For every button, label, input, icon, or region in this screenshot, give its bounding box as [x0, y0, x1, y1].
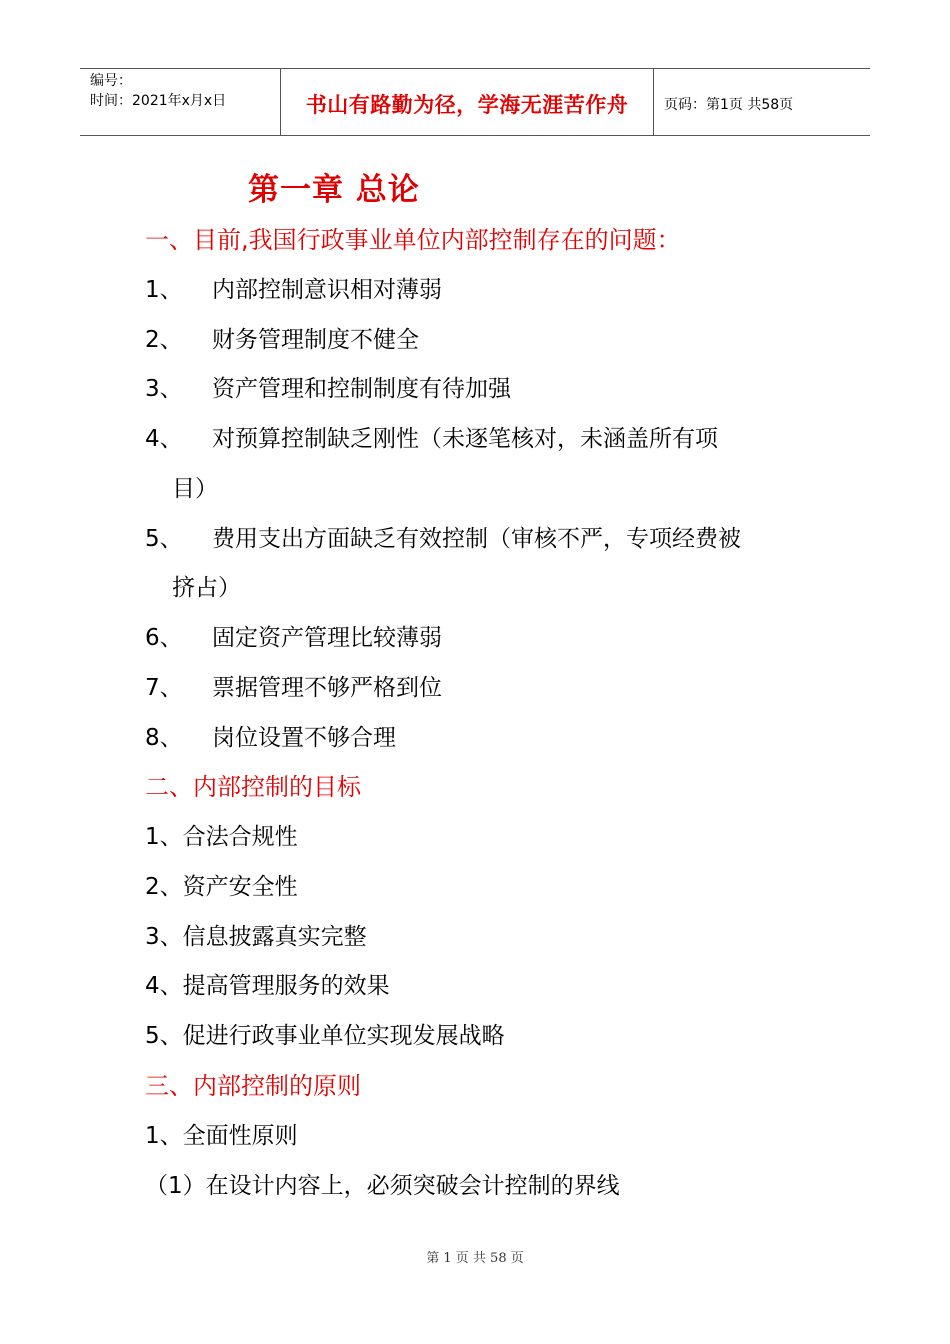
item-text: 对预算控制缺乏刚性（未逐笔核对，未涵盖所有项 [212, 426, 718, 452]
number-label: 编号： [90, 73, 132, 89]
list-item: 3、信息披露真实完整 [145, 924, 367, 950]
header-page-cell [654, 69, 870, 135]
document-header [80, 68, 870, 136]
item-continuation: 目） [172, 476, 218, 502]
section-3-title: 三、内部控制的原则 [145, 1072, 361, 1100]
item-number: 3、 [145, 376, 183, 402]
item-number: 2、 [145, 327, 183, 353]
list-item: 2、资产安全性 [145, 874, 298, 900]
item-text: 财务管理制度不健全 [212, 327, 419, 353]
item-text: 票据管理不够严格到位 [212, 675, 442, 701]
section-1-title: 一、目前,我国行政事业单位内部控制存在的问题： [145, 226, 681, 254]
item-number: 6、 [145, 625, 183, 651]
item-text: 固定资产管理比较薄弱 [212, 625, 442, 651]
item-number: 7、 [145, 675, 183, 701]
list-item [145, 619, 442, 652]
footer-page-number: 第 1 页 共 58 页 [426, 1251, 524, 1266]
item-text: 费用支出方面缺乏有效控制（审核不严，专项经费被 [212, 526, 741, 552]
item-number: 5、 [145, 526, 183, 552]
list-item [145, 669, 442, 702]
list-item [145, 370, 511, 403]
header-meta-cell [80, 69, 281, 135]
time-label: 时间：2021年x月x日 [90, 93, 227, 109]
list-item: （1）在设计内容上，必须突破会计控制的界线 [145, 1173, 620, 1199]
item-text: 岗位设置不够合理 [212, 725, 396, 751]
list-item [145, 520, 741, 553]
list-item [145, 321, 419, 354]
list-item [145, 420, 718, 453]
page-info: 页码：第1页 共58页 [664, 97, 794, 113]
header-motto-cell [281, 69, 654, 135]
item-text: 内部控制意识相对薄弱 [212, 277, 442, 303]
list-item [145, 271, 442, 304]
item-text: 资产管理和控制制度有待加强 [212, 376, 511, 402]
item-number: 1、 [145, 277, 183, 303]
page-footer [0, 1247, 950, 1266]
list-item: 1、合法合规性 [145, 824, 298, 850]
list-item: 5、促进行政事业单位实现发展战略 [145, 1023, 505, 1049]
section-2-title: 二、内部控制的目标 [145, 773, 361, 801]
item-number: 4、 [145, 426, 183, 452]
list-item: 1、全面性原则 [145, 1123, 298, 1149]
chapter-title: 第一章 总论 [248, 172, 420, 208]
item-continuation: 挤占） [172, 575, 241, 601]
list-item [145, 719, 396, 752]
item-number: 8、 [145, 725, 183, 751]
motto-text: 书山有路勤为径，学海无涯苦作舟 [305, 93, 629, 117]
list-item: 4、提高管理服务的效果 [145, 973, 390, 999]
